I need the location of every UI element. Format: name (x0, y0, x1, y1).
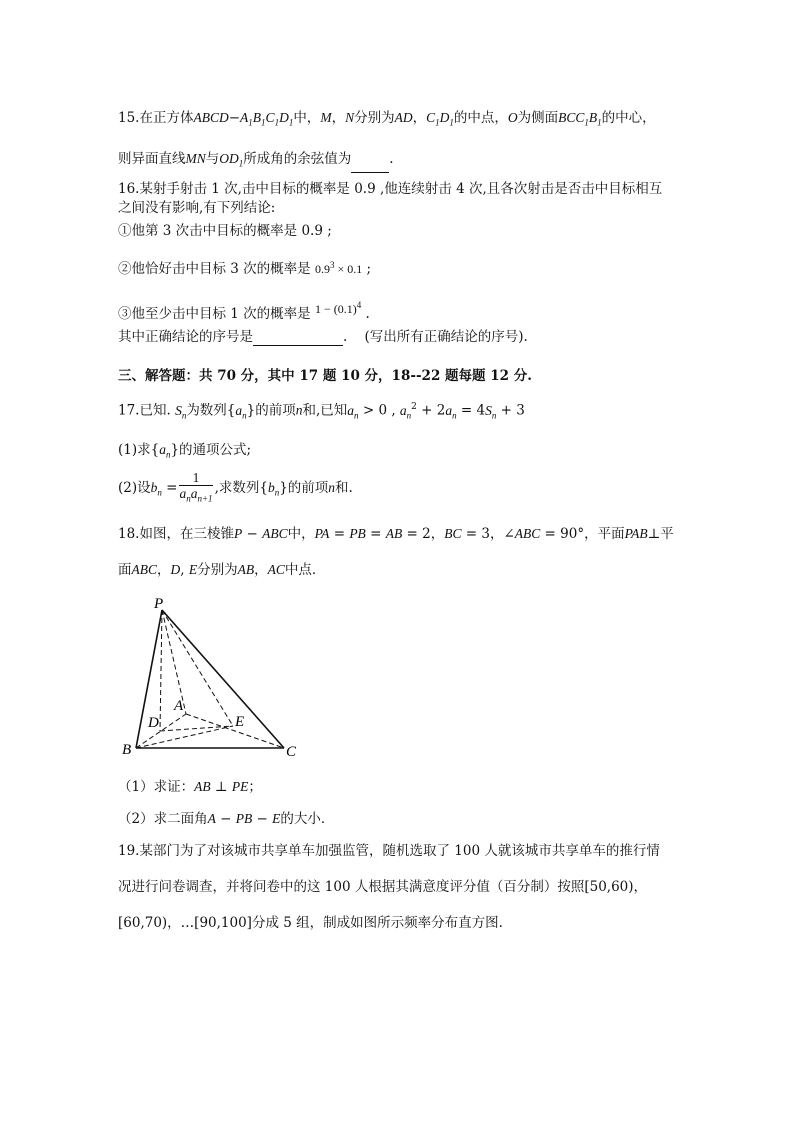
pyramid-figure (118, 596, 308, 766)
q19-line2: 况进行问卷调查，并将问卷中的这 100 人根据其满意度评分值（百分制）按照[50,60)， (118, 879, 648, 895)
label-P: P (154, 596, 164, 612)
section-3-heading: 三、解答题：共 70 分，其中 17 题 10 分，18--22 题每题 12 分. (118, 368, 532, 384)
q19-line1: 19.某部门为了对该城市共享单车加强监管，随机选取了 100 人就该城市共享单车的推行情 (118, 843, 660, 859)
label-A: A (174, 698, 184, 714)
q17-part2: (2)设$b_n$ = $\frac{1}{a_na_{n+1}}$ ,求数列$\{b_n\}$的前项n和. (118, 470, 353, 506)
q15-line2: 则异面直线MN与$OD_1$所成角的余弦值为 . (118, 150, 394, 173)
q16-conclusion-2: ②他恰好击中目标 3 次的概率是 $0.9^3 \times 0.1$ ; (118, 260, 372, 277)
label-D: D (148, 715, 159, 731)
answer-blank (253, 331, 343, 346)
q19-line3: [60,70)，…[90,100]分成 5 组，制成如图所示频率分布直方图. (118, 915, 503, 931)
label-B: B (122, 742, 132, 758)
label-C: C (286, 744, 297, 760)
edge-PC (162, 610, 284, 748)
fraction: $\frac{1}{a_na_{n+1}}$ (179, 470, 213, 504)
q16-conclusion-3: ③他至少击中目标 1 次的概率是 $1 - (0.1)^4$ . (118, 300, 370, 322)
q16-conclusion-1: ①他第 3 次击中目标的概率是 0.9 ; (118, 223, 332, 239)
q18-part2: （2）求二面角A − PB − E的大小． (118, 811, 335, 827)
q17-stem: 17.已知. $S_n$为数列$\{a_n\}$的前项n和,已知$a_n > 0$ , $a_n^2 + 2a_n = 4S_n + 3$ (118, 402, 525, 421)
q16-line1: 16.某射手射击 1 次,击中目标的概率是 0.9 ,他连续射击 4 次,且各次射击是否击中目标相互 (118, 181, 663, 197)
q18-part1: （1）求证：AB ⊥ PE； (118, 779, 262, 795)
q18-line2: 面ABC，D, E分别为AB，AC中点． (118, 562, 326, 578)
q15-line1: 15.在正方体$ABCD-A_1B_1C_1D_1$中，M，N分别为AD，$C_1D_1$的中点，O为侧面$BCC_1B_1$的中心， (118, 110, 656, 128)
edge-PE (162, 610, 233, 726)
q16-line2: 之间没有影响,有下列结论: (118, 200, 276, 216)
q18-line1: 18.如图，在三棱锥P − ABC中，PA = PB = AB = 2，BC = 3，∠ABC = 90°，平面PAB⊥平 (118, 526, 674, 542)
q16-answer-line: 其中正确结论的序号是 . (写出所有正确结论的序号). (118, 329, 528, 345)
label-E: E (235, 714, 245, 730)
answer-blank (351, 158, 389, 173)
q17-part1: (1)求$\{a_n\}$的通项公式; (118, 442, 252, 460)
edge-PD (160, 610, 162, 731)
